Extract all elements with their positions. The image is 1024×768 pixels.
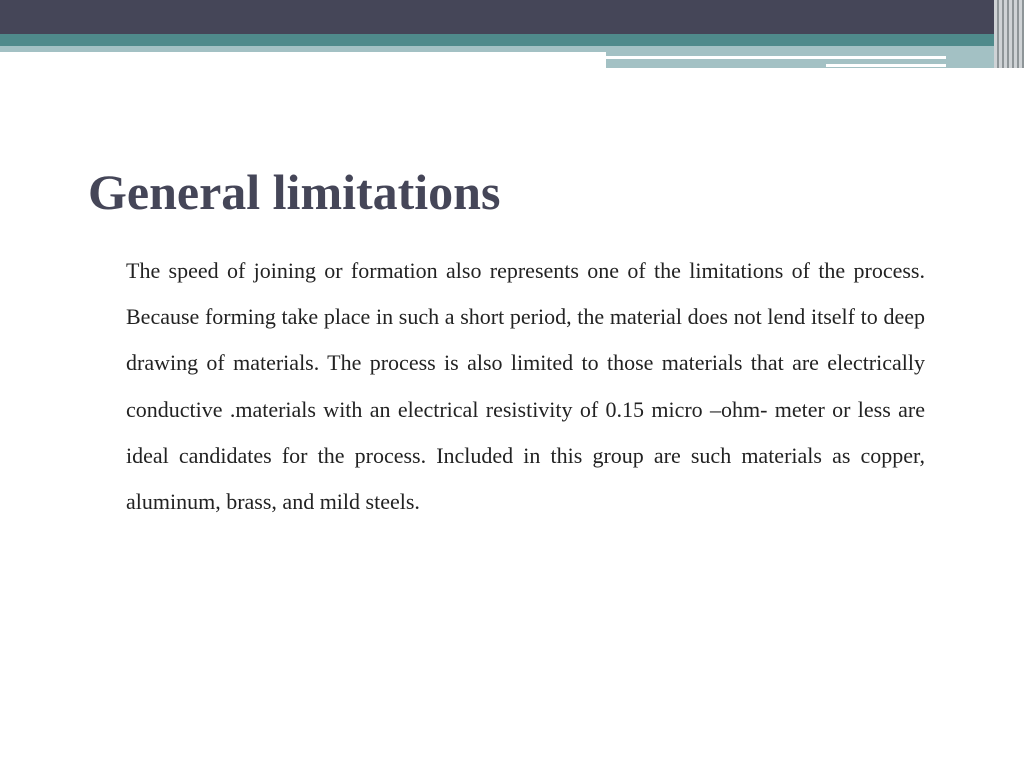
header-accent-line xyxy=(606,56,946,59)
header-bar-light-left xyxy=(0,46,606,52)
header-accent-line-short xyxy=(826,64,946,67)
header-bar-teal xyxy=(0,34,1024,46)
slide-title: General limitations xyxy=(88,164,501,220)
header-bar-dark xyxy=(0,0,1024,34)
slide-body-text: The speed of joining or formation also represents one of the limitations of the process. Because forming take place in such a short period, the material does not lend itself to deep drawing of materials. The process is also limited to those materials that are electrically conductive .materials with an electrical resistivity of 0.15 micro –ohm- meter or less are ideal candidates for the process. Included in this group are such materials as copper, aluminum, brass, and mild steels. xyxy=(126,258,925,515)
header-stripes xyxy=(994,0,1024,68)
